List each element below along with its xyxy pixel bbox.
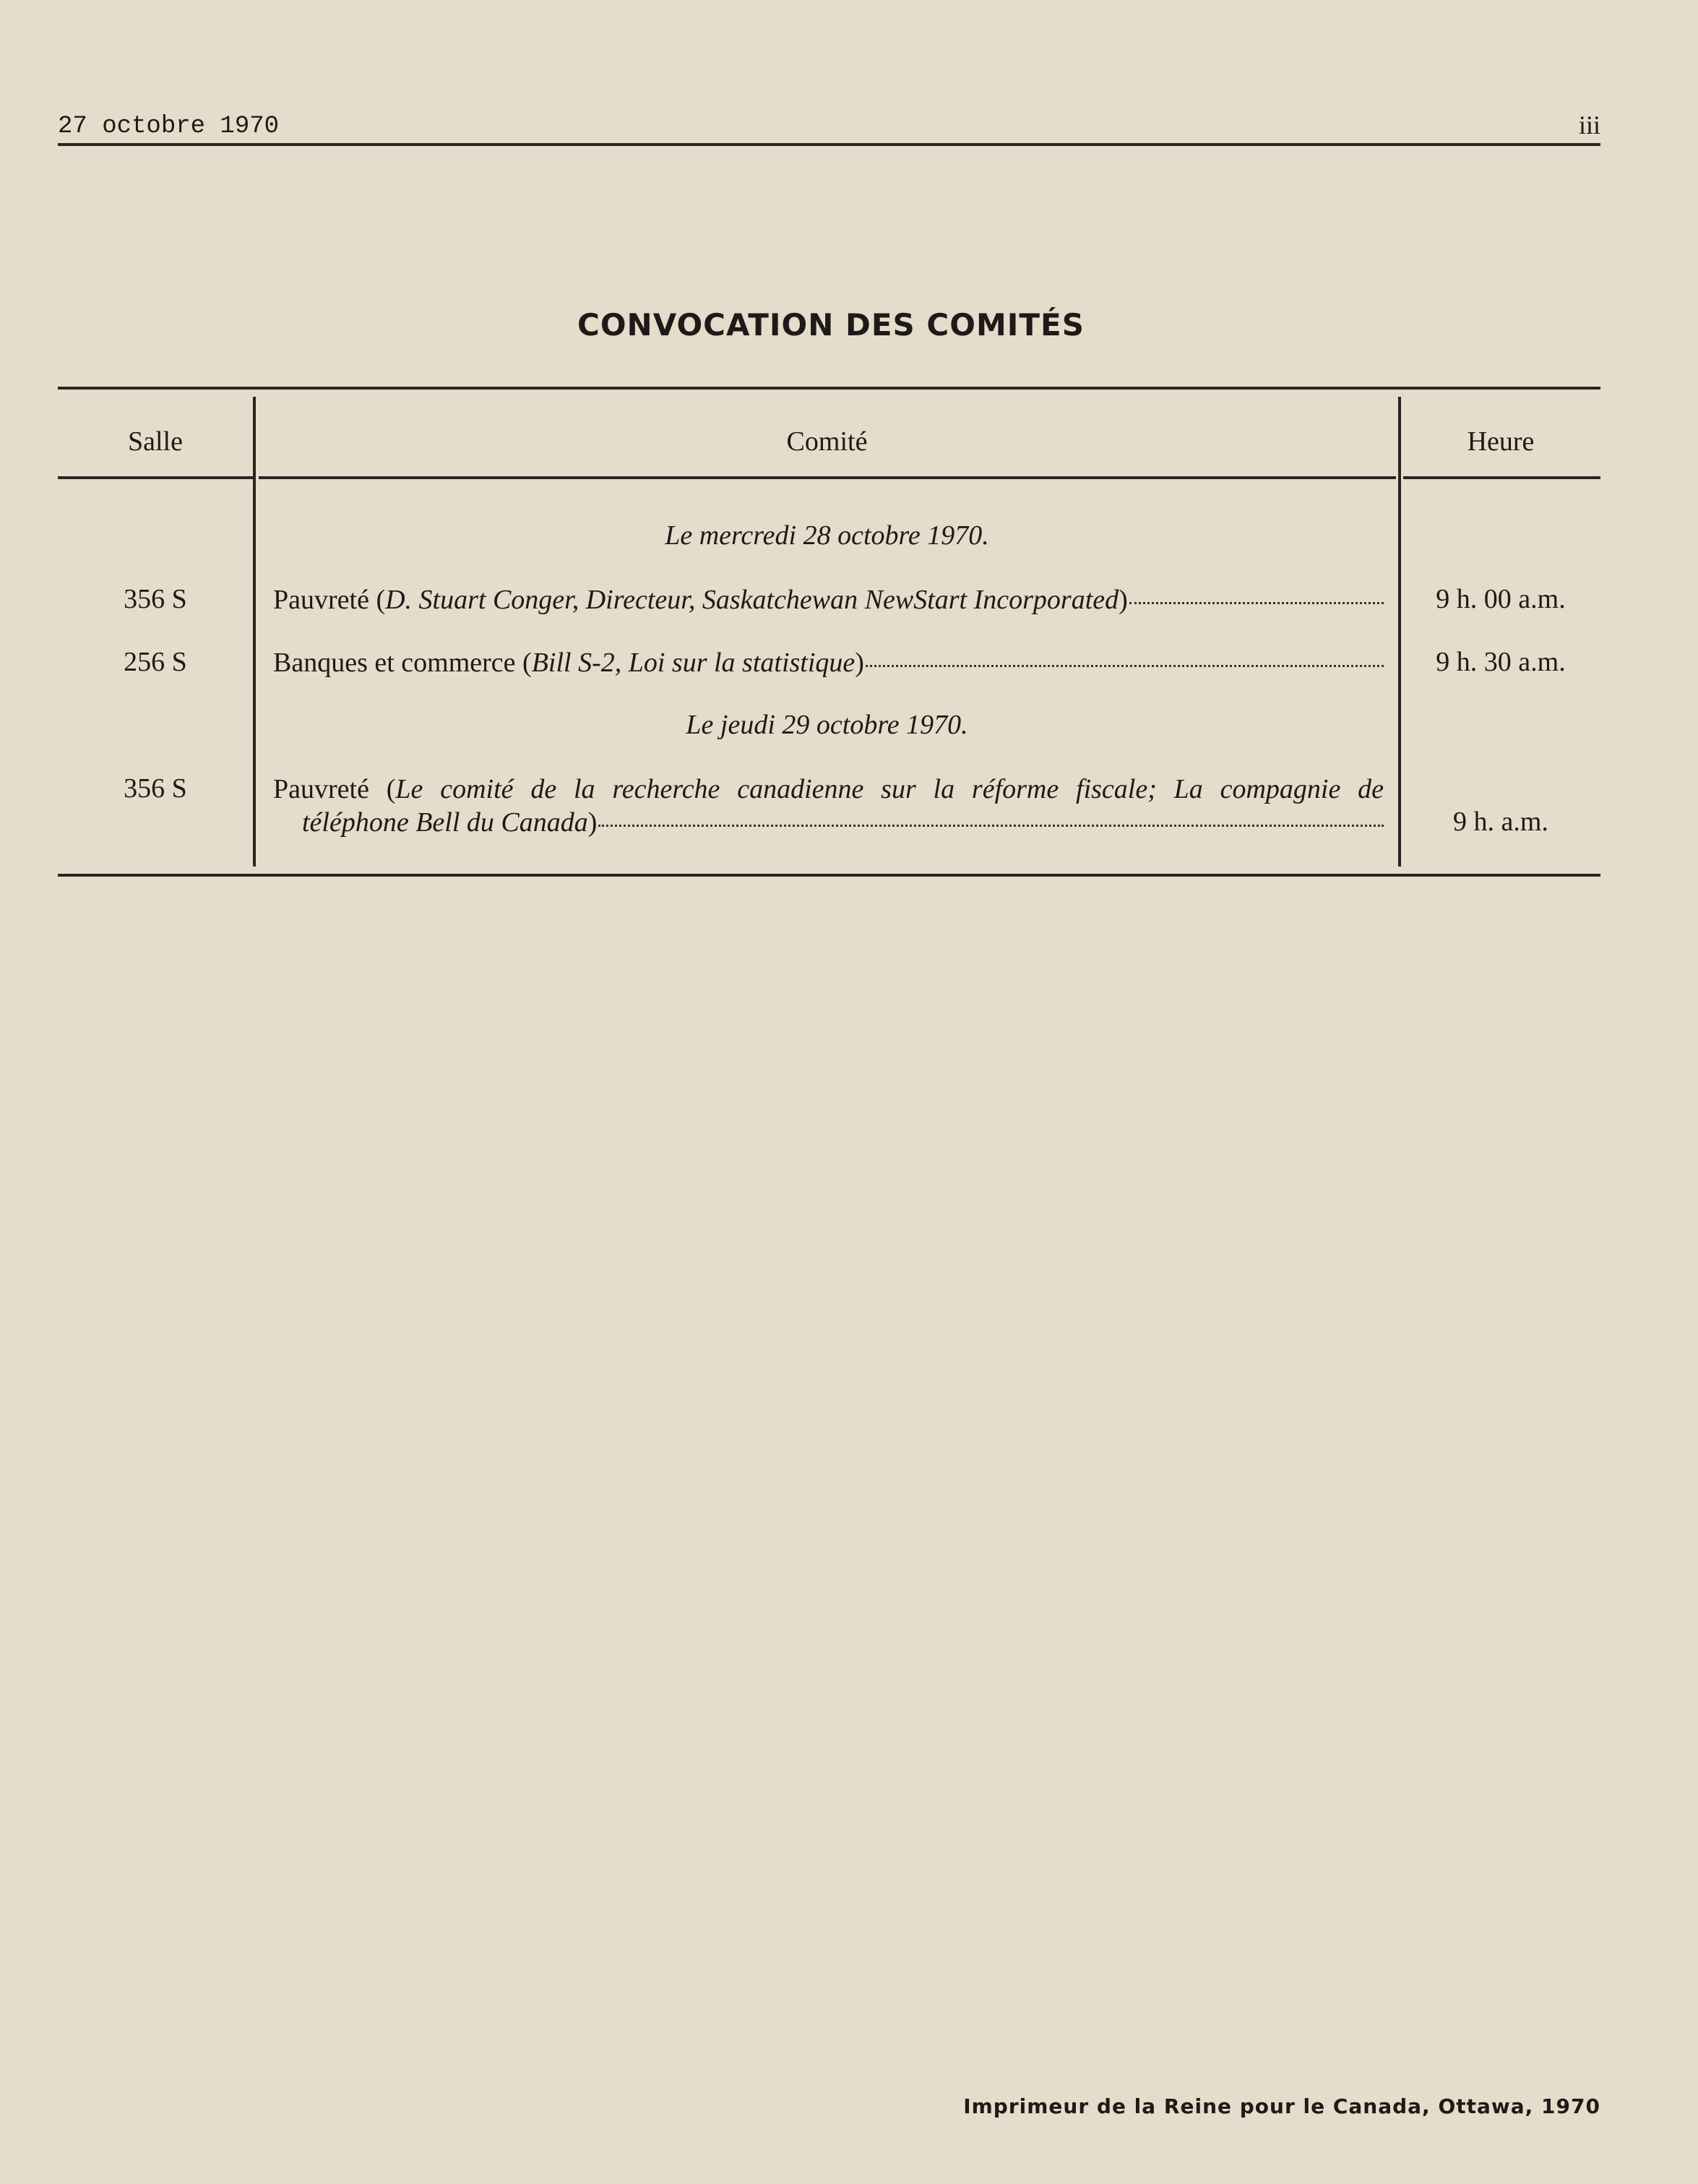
paren-open: ( (515, 648, 532, 678)
day-heading: Le jeudi 29 octobre 1970. (686, 710, 968, 740)
time-cell: 9 h. 30 a.m. (1436, 647, 1566, 677)
paren-close: ) (587, 807, 598, 838)
committee-entry-line (273, 773, 1384, 806)
committee-entry-line (273, 806, 1384, 839)
time-cell: 9 h. 00 a.m. (1436, 584, 1566, 614)
page-number: iii (1578, 111, 1600, 139)
paren-open: ( (369, 585, 386, 615)
dot-leader (1129, 602, 1384, 604)
printer-imprint: Imprimeur de la Reine pour le Canada, Ottawa, 1970 (963, 2094, 1600, 2118)
room-cell: 256 S (124, 647, 187, 677)
dot-leader (598, 825, 1384, 827)
committee-name: Pauvreté (273, 585, 369, 615)
paren-open: ( (369, 774, 396, 804)
header-date: 27 octobre 1970 (58, 113, 280, 140)
room-cell: 356 S (124, 584, 187, 614)
header-rule (259, 476, 1396, 479)
paren-close: ) (1119, 585, 1128, 615)
committee-name: Banques et commerce (273, 648, 516, 678)
column-divider (1398, 397, 1401, 867)
committee-cell (273, 773, 1384, 839)
day-heading: Le mercredi 28 octobre 1970. (665, 520, 989, 551)
committee-table (58, 387, 1600, 877)
page-title: CONVOCATION DES COMITÉS (577, 307, 1085, 343)
column-header-comite: Comité (786, 426, 868, 457)
column-divider (253, 397, 256, 867)
committee-witness: D. Stuart Conger, Directeur, Saskatchewan NewStart Incorporated (385, 585, 1119, 615)
header-rule (1403, 476, 1600, 479)
committee-entry (273, 646, 864, 679)
committee-name: Pauvreté (273, 774, 369, 804)
column-header-salle: Salle (128, 426, 183, 457)
committee-witness: Le comité de la recherche canadienne sur la réforme fiscale; La compagnie de (395, 774, 1384, 804)
time-cell: 9 h. a.m. (1453, 807, 1548, 837)
column-header-heure: Heure (1467, 426, 1535, 457)
committee-cell (273, 583, 1384, 616)
running-header (58, 108, 1600, 146)
dot-leader (866, 665, 1384, 667)
room-cell: 356 S (124, 773, 187, 804)
header-rule (58, 476, 253, 479)
committee-witness-cont: téléphone Bell du Canada (302, 807, 588, 838)
paren-close: ) (855, 648, 864, 678)
committee-entry-continuation (302, 806, 597, 839)
committee-subject: Bill S-2, Loi sur la statistique (531, 648, 856, 678)
committee-cell (273, 646, 1384, 679)
committee-entry (273, 583, 1128, 616)
